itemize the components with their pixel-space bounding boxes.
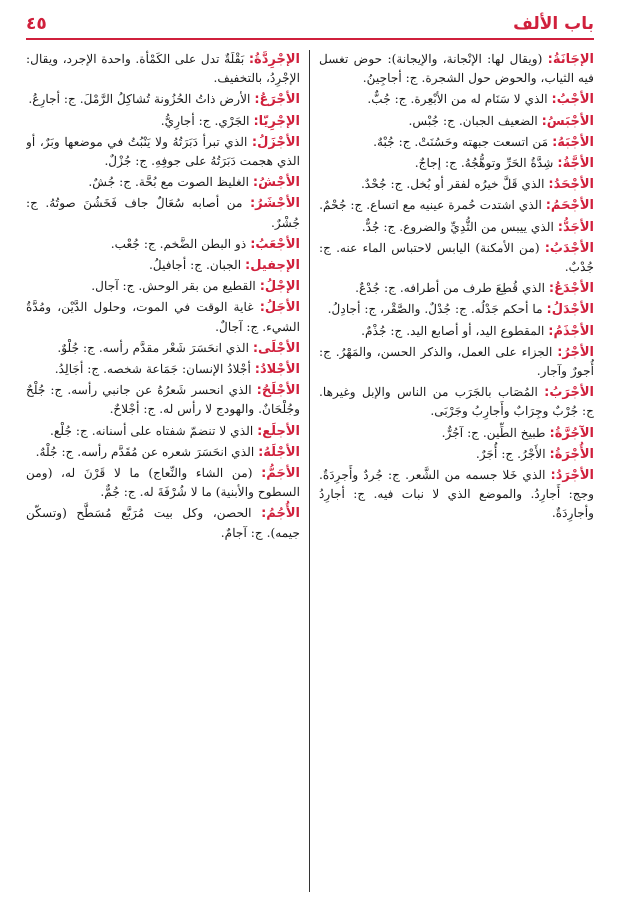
dictionary-entry	[319, 196, 594, 215]
headword-colon: :	[252, 175, 259, 191]
entry-headword: الأجَدُّ	[562, 219, 594, 235]
entry-headword: الأجْحَدُ	[553, 177, 594, 193]
dictionary-entry	[26, 112, 300, 131]
dictionary-entry	[319, 90, 594, 109]
headword-colon: :	[250, 236, 256, 252]
entry-definition: الذي ييبس من الثُّدِيِّ والضروع. ج: جُدٌّ.	[361, 219, 558, 234]
entry-definition: بَقْلَةٌ تدل على الكَمْأة. واحدة الإجرد، ويقال: الإجْرِدُ، بالتخفيف.	[26, 52, 300, 86]
entry-headword: الإجَانَةُ	[552, 52, 594, 67]
headword-colon: :	[548, 323, 554, 339]
headword-colon: :	[544, 240, 550, 256]
entry-headword: الأجْرَدُ	[555, 468, 594, 484]
headword-colon: :	[252, 340, 259, 356]
chapter-title: باب الألف	[513, 14, 594, 34]
dictionary-entry	[319, 175, 594, 194]
entry-headword: الأجْدَبُ	[549, 240, 594, 256]
entry-definition: الذي قَلَّ خيرُه لفقر أو بُخل. ج: جُحْدٌ.	[360, 177, 549, 192]
entry-definition: من أصابه سُعَالٌ جاف فَخَشُنَ صوتُهُ. ج: جُشْرٌ.	[26, 196, 300, 230]
entry-headword: الأجَّةُ	[562, 156, 594, 172]
entry-definition: الجزاء على العمل، والذكر الحسن، والمَهْرُ. ج: أُجورٌ وآجار.	[319, 344, 594, 379]
entry-headword: الأجْلَحُ	[261, 383, 300, 399]
entry-definition: المقطوع اليد، أو أصابع اليد. ج: جُذْمٌ.	[361, 323, 549, 338]
entry-definition: شِدَّةُ الحَرِّ وتوهُّجُهُ. ج: إجاجٌ.	[414, 156, 558, 171]
dictionary-entry	[319, 133, 594, 152]
dictionary-entry	[319, 239, 594, 277]
dictionary-entry	[26, 277, 300, 296]
entry-headword: الأجْشُ	[258, 175, 300, 191]
entry-definition: الذي قُطِعَ طرف من أطرافه. ج: جُدْعٌ.	[355, 281, 549, 296]
entry-headword: الأُجُمُ	[266, 506, 300, 522]
headword-colon: :	[548, 177, 554, 193]
headword-colon: :	[550, 468, 556, 484]
entry-headword: الأجْرَبُ	[549, 385, 594, 401]
entry-definition: (من الشاء والنِّعاج) ما لا قَرْنَ له، (ومن السطوح والأبنية) ما لا شُرْفَةَ له. ج: جُمٌّ.	[26, 466, 300, 500]
entry-headword: الأجَمُّ	[266, 466, 300, 482]
headword-colon: :	[261, 506, 267, 522]
entry-definition: (ويقال لها: الإنْجانة، والإيجانة): حوض تغسل فيه الثياب، والحوض حول الشجرة. ج: أجاجِينُ.	[319, 52, 594, 86]
entry-headword: الإجْرِيّا	[258, 113, 300, 129]
entry-definition: الأرض ذاتُ الحُزُونة تُشاكِلُ الرَّمْلَ. ج: أجارِعُ.	[28, 92, 255, 107]
entry-headword: الأجْرَعُ	[259, 92, 300, 108]
entry-headword: الأجْبَسُ	[546, 113, 594, 129]
page-number: ٤٥	[26, 14, 47, 34]
entry-headword: الأجْدَعُ	[554, 281, 594, 297]
dictionary-entry	[319, 466, 594, 524]
headword-colon: :	[545, 198, 551, 214]
entry-definition: الضعيف الجبان. ج: جُبْس.	[408, 113, 542, 128]
entry-definition: الذي انحَسَرَ شعره عن مُقَدَّم رأسه. ج: جُلْهٌ.	[35, 444, 259, 459]
entry-headword: الآجُرَّةُ	[554, 425, 594, 441]
entry-definition: الذي لا سَنَام له من الأبْعِرة. ج: جُبٌّ.	[367, 92, 552, 107]
headword-colon: :	[259, 300, 265, 316]
dictionary-entry	[26, 504, 300, 542]
entry-definition: الذي تبرأ دَبَرَتُهُ ولا يَنْبُتُ في موضعها وبَرٌ، أو الذي هجمت دَبَرَتُهُ على جوفِهِ. ج: جُزْلٌ.	[26, 134, 300, 169]
right-column	[310, 50, 594, 892]
entry-definition: (من الأمكنة) اليابس لاحتباس الماء عنه. ج: جُدْبٌ.	[319, 240, 594, 275]
entry-headword: الأجْذَمُ	[553, 323, 594, 339]
dictionary-entry	[319, 383, 594, 421]
entry-definition: الغليظ الصوت مع بُحَّة. ج: جُشٌ.	[88, 175, 253, 190]
entry-headword: الأجْعَبُ	[255, 236, 300, 252]
dictionary-entry	[319, 50, 594, 88]
entry-headword: الإجفيل	[250, 258, 300, 274]
dictionary-entry	[26, 443, 300, 462]
headword-colon: :	[258, 444, 264, 460]
headword-colon: :	[261, 466, 267, 482]
left-column	[26, 50, 310, 892]
dictionary-entry	[26, 173, 300, 192]
dictionary-entry	[26, 235, 300, 254]
headword-colon: :	[549, 446, 555, 462]
entry-definition: الجَرْي. ج: أجارِيُّ.	[160, 113, 254, 128]
entry-headword: الأجْشَرُ	[255, 196, 300, 212]
headword-colon: :	[251, 134, 258, 150]
entry-headword: الأجْبُ	[556, 92, 594, 108]
dictionary-entry	[319, 445, 594, 464]
entry-headword: الأجْزَلُ	[257, 134, 300, 150]
headword-colon: :	[254, 92, 260, 108]
dictionary-entry	[26, 50, 300, 88]
entry-headword: الأُجْرَةُ	[554, 446, 594, 462]
headword-colon: :	[541, 113, 547, 129]
dictionary-entry	[26, 133, 300, 171]
entry-definition: القطيع من بقر الوحش. ج: آجال.	[91, 279, 260, 294]
dictionary-entry	[319, 218, 594, 237]
entry-headword: الإجْرِدَّةُ	[254, 52, 300, 67]
headword-colon: :	[245, 258, 251, 274]
entry-definition: غاية الوقت في الموت، وحلول الدَّيْن، ومُدَّةُ الشيء. ج: آجالٌ.	[26, 300, 300, 334]
headword-colon: :	[249, 196, 256, 212]
headword-colon: :	[257, 423, 263, 439]
dictionary-entry	[319, 322, 594, 341]
headword-colon: :	[557, 219, 563, 235]
dictionary-entry	[26, 90, 300, 109]
dictionary-entry	[26, 422, 300, 441]
page-header	[26, 0, 594, 40]
entry-definition: الذي لا تنضمّ شفتاه على أسنانه. ج: جُلْع.	[50, 423, 258, 438]
headword-colon: :	[253, 113, 259, 129]
dictionary-entry	[319, 154, 594, 173]
entry-definition: الذي خَلا جسمه من الشَّعر. ج: جُردٌ وأَجرِدَةٌ. وجج: أَجارِدُ. والموضع الذي لا نبات فيه. ج: أجارِدُ وأجارِدَةٌ.	[319, 468, 594, 521]
entry-definition: مَن اتسعت جبهته وحَسُنَتْ. ج: جُبْهٌ.	[373, 134, 553, 149]
dictionary-entry	[26, 256, 300, 275]
entry-definition: الأَجْرُ. ج: أُجَرٌ.	[475, 446, 550, 461]
entry-definition: الحصن، وكل بيت مُرَبَّع مُسَطَّح (وتسكّن جيمه). ج: آجامٌ.	[26, 506, 300, 540]
entry-definition: أجْلادُ الإنسان: جَمَاعة شخصه. ج: أجَالِدُ.	[54, 362, 255, 377]
entry-definition: الذي انحسر شَعرُهُ عن جانبي رأسه. ج: جُلْحٌ وجُلْحَانٌ. والهودج لا رأس له. ج: أجْلاحٌ.	[26, 383, 300, 417]
headword-colon: :	[548, 281, 555, 297]
dictionary-entry	[319, 112, 594, 131]
entry-headword: الأجْحَمُ	[550, 198, 594, 214]
entry-definition: الذي اشتدت حُمرة عينيه مع اتساع. ج: جُحْمٌ.	[319, 198, 546, 213]
entry-definition: الجبان. ج: أجافيلُ.	[148, 258, 246, 273]
dictionary-entry	[319, 300, 594, 319]
entry-definition: الذي انحَسَرَ شَعْر مقدَّم رأسه. ج: جُلْوٌ.	[57, 340, 253, 355]
headword-colon: :	[557, 344, 563, 360]
dictionary-entry	[26, 360, 300, 379]
entry-headword: الأجْلَى	[258, 340, 300, 356]
entry-headword: الأجْلادُ	[259, 362, 300, 378]
dictionary-entry	[319, 424, 594, 443]
entry-definition: ما أحكم جَدْلُه. ج: جُدْلٌ. والصَّقْر، ج: أجادِلُ.	[327, 302, 547, 317]
dictionary-entry	[319, 343, 594, 381]
entry-headword: الأجْدَلُ	[551, 302, 594, 318]
entry-headword: الأجْرُ	[562, 344, 594, 360]
headword-colon: :	[547, 52, 553, 67]
entry-headword: الإجْلُ	[264, 279, 300, 295]
headword-colon: :	[552, 134, 558, 150]
entry-headword: الأجْبَهُ	[557, 134, 594, 150]
headword-colon: :	[544, 385, 550, 401]
dictionary-entry	[319, 279, 594, 298]
entry-headword: الأجْلَهُ	[263, 444, 300, 460]
entry-definition: المُصَاب بالجَرَب من الناس والإبل وغيرها. ج: جُرْبٌ وجِرَابٌ وأَجارِبُ وجَرْبَى.	[319, 385, 594, 419]
two-column-body	[26, 50, 594, 892]
headword-colon: :	[549, 425, 555, 441]
headword-colon: :	[557, 156, 563, 172]
dictionary-entry	[26, 339, 300, 358]
entry-definition: طبيخ الطِّين. ج: آجُرٌّ.	[441, 425, 550, 440]
headword-colon: :	[254, 362, 260, 378]
headword-colon: :	[256, 383, 262, 399]
headword-colon: :	[259, 279, 265, 295]
headword-colon: :	[551, 92, 557, 108]
headword-colon: :	[248, 52, 255, 67]
entry-headword: الأجلَع	[262, 423, 300, 439]
dictionary-entry	[26, 298, 300, 336]
dictionary-entry	[26, 381, 300, 419]
entry-definition: ذو البطن الضَّخم. ج: جُعْب.	[110, 236, 251, 251]
headword-colon: :	[546, 302, 552, 318]
entry-headword: الأجَلُ	[264, 300, 300, 316]
dictionary-entry	[26, 194, 300, 232]
dictionary-entry	[26, 464, 300, 502]
